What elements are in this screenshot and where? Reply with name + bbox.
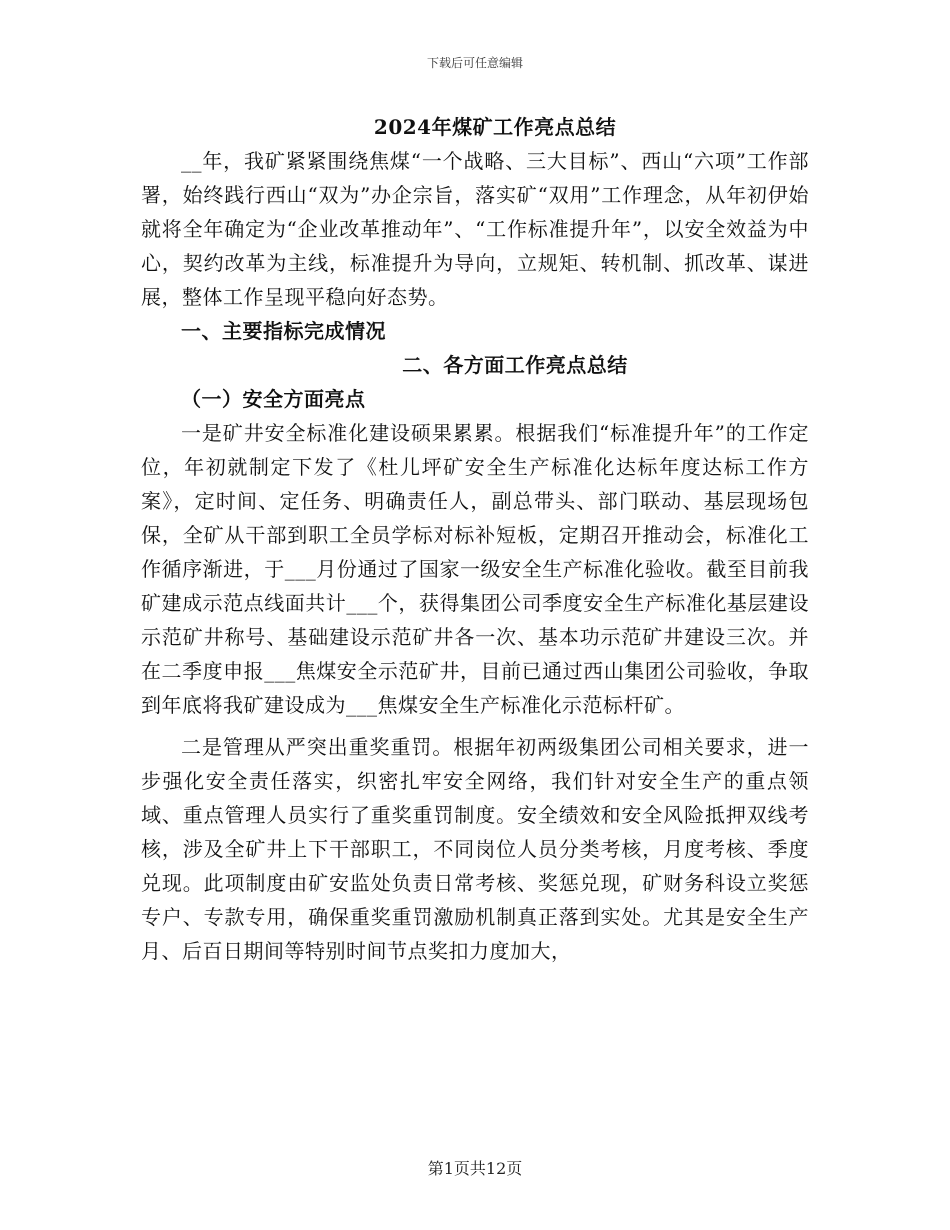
- body-paragraph-1: 一是矿井安全标准化建设硕果累累。根据我们“标准提升年”的工作定位，年初就制定下发了《杜儿坪矿安全生产标准化达标年度达标工作方案》，定时间、定任务、明确责任人，副总带头、部门联动、基层现场包保，全矿从干部到职工全员学标对标补短板，定期召开推动会，标准化工作循序渐进，于___月份通过了国家一级安全生产标准化验收。截至目前我矿建成示范点线面共计___个，获得集团公司季度安全生产标准化基层建设示范矿井称号、基础建设示范矿井各一次、基本功示范矿井建设三次。并在二季度申报___焦煤安全示范矿井，目前已通过西山集团公司验收，争取到年底将我矿建设成为___焦煤安全生产标准化示范标杆矿。: [141, 421, 809, 717]
- section-heading-2: 二、各方面工作亮点总结: [402, 353, 628, 377]
- body-paragraph-2: 二是管理从严突出重奖重罚。根据年初两级集团公司相关要求，进一步强化安全责任落实，织密扎牢安全网络，我们针对安全生产的重点领域、重点管理人员实行了重奖重罚制度。安全绩效和安全风险抵押双线考核，涉及全矿井上下干部职工，不同岗位人员分类考核，月度考核、季度兑现。此项制度由矿安监处负责日常考核、奖惩兑现，矿财务科设立奖惩专户、专款专用，确保重奖重罚激励机制真正落到实处。尤其是安全生产月、后百日期间等特别时间节点奖扣力度加大，: [141, 735, 809, 963]
- page-footer: 第1页共12页: [427, 1159, 523, 1178]
- document-title: 2024年煤矿工作亮点总结: [373, 115, 617, 139]
- subsection-heading-1: （一）安全方面亮点: [181, 387, 366, 411]
- document-body: [141, 110, 809, 968]
- page-header: 下载后可任意编辑: [426, 56, 523, 70]
- intro-paragraph: __年，我矿紧紧围绕焦煤“一个战略、三大目标”、西山“六项”工作部署，始终践行西山“双为”办企宗旨，落实矿“双用”工作理念，从年初伊始就将全年确定为“企业改革推动年”、“工作标准提升年”，以安全效益为中心，契约改革为主线，标准提升为导向，立规矩、转机制、抓改革、谋进展，整体工作呈现平稳向好态势。: [141, 149, 809, 309]
- section-heading-1: 一、主要指标完成情况: [181, 319, 386, 343]
